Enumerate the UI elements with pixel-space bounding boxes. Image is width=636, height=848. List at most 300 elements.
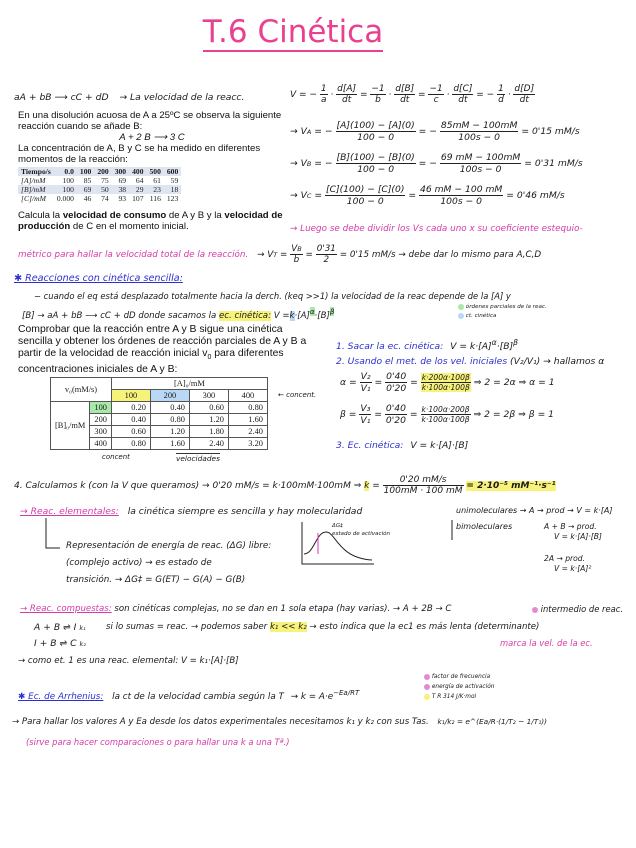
- b-label-cell: [B]₀/mM: [51, 402, 90, 450]
- velocity-table: [50, 377, 268, 450]
- highlight-ec: ec. cinética:: [219, 310, 271, 321]
- den: 0'20: [386, 383, 407, 394]
- num: 85mM − 100mM: [440, 120, 518, 131]
- rate-reaction: [14, 92, 244, 103]
- uni-text: unimoleculares → A → prod → V = k·[A]: [456, 506, 613, 515]
- table-cell: [B]/mM: [18, 185, 54, 194]
- num: d[D]: [514, 84, 535, 94]
- elementales-heading: → Reac. elementales:: [20, 506, 119, 517]
- k-highlight: k: [364, 481, 370, 491]
- num: 46 mM − 100 mM: [419, 184, 503, 195]
- table-cell: 107: [132, 194, 144, 203]
- lhs: → V: [290, 158, 307, 169]
- legend-row: [424, 672, 494, 682]
- energy-line1: Representación de energía de reac. (ΔG) libre:: [66, 541, 272, 551]
- den: V₁: [360, 415, 371, 426]
- table-cell: [C]/mM: [21, 194, 46, 203]
- row-header-cell: 200: [90, 414, 112, 426]
- bi2: 2A → prod.: [544, 554, 586, 563]
- b-term: ·[B]: [314, 310, 330, 321]
- frac: [421, 373, 471, 392]
- table-cell: 0.60: [111, 426, 150, 438]
- p2-line4: concentraciones iniciales de A y B:: [18, 364, 178, 376]
- beta-result: ⇒ 2 = 2β ⇒ β = 1: [473, 409, 555, 420]
- p2-line3b: para diferentes: [214, 348, 284, 359]
- alpha-result: ⇒ 2 = 2α ⇒ α = 1: [473, 377, 555, 388]
- den: d: [498, 95, 504, 105]
- table-cell: 18: [164, 185, 181, 194]
- frac: [383, 475, 464, 496]
- header-cell: 500: [146, 167, 163, 176]
- plot-label2: estado de activación: [332, 531, 391, 537]
- num: 0'31: [316, 244, 336, 254]
- step3: [336, 440, 468, 451]
- p2-line3-text: partir de la velocidad de reacción inicial v: [18, 348, 208, 359]
- table-row: [18, 194, 181, 203]
- header-cell: 300: [112, 167, 129, 176]
- frac: [440, 120, 519, 143]
- table-cell: 0.40: [150, 402, 189, 414]
- den: 100s − 0: [459, 164, 502, 175]
- step1-text: A + B ⇌ I: [34, 622, 77, 633]
- p2-line3: [18, 348, 318, 364]
- step2-row: [34, 636, 86, 652]
- plot-label1: ΔG‡: [332, 523, 343, 529]
- col-header-cell: 100: [111, 390, 150, 402]
- num: 0'20 mM/s: [383, 475, 464, 486]
- result: = 0'15 mM/s: [521, 126, 580, 137]
- section2-heading: [14, 273, 183, 284]
- den: a: [320, 95, 327, 105]
- line-text: − cuando el eq está desplazado totalmente hacia la derch. (keq >>1) la velocidad de la reac depende de la [A] y: [34, 291, 511, 301]
- p2-line2: sencilla y obtener los órdenes de reacción parciales de A y B a: [18, 336, 307, 347]
- table-cell: 61: [153, 176, 161, 185]
- legend-row: [458, 312, 547, 321]
- vel-text: velocidades: [176, 454, 220, 463]
- den: V₁: [360, 383, 371, 394]
- col-header-cell: 400: [228, 390, 267, 402]
- den: k·100α·100β: [421, 415, 470, 424]
- a-label-cell: [A]₀/mM: [111, 378, 267, 390]
- header-cell: 200: [94, 167, 111, 176]
- step3-title: 3. Ec. cinética:: [336, 440, 404, 451]
- step2: [336, 356, 604, 367]
- header-cell: Tiempo/s: [18, 167, 54, 176]
- sub: B: [306, 160, 312, 168]
- step4-text: 4. Calculamos k (con la V que queramos) → 0'20 mM/s = k·100mM·100mM ⇒: [14, 481, 362, 491]
- step1-title: 1. Sacar la ec. cinética:: [336, 341, 444, 353]
- frac: [385, 403, 407, 426]
- arrhenius-exp: −Ea/RT: [333, 689, 360, 697]
- num: [290, 244, 303, 255]
- compuestas-heading: → Reac. compuestas:: [20, 604, 112, 614]
- title-text: T.6 Cinética: [202, 14, 384, 50]
- problem1-table: [18, 167, 181, 203]
- den: dt: [458, 95, 468, 105]
- lhs: → V: [290, 190, 307, 201]
- row-header-cell: 300: [90, 426, 112, 438]
- frac: [385, 371, 407, 394]
- table-header: [18, 167, 181, 176]
- vel-label: [176, 453, 220, 463]
- num: d[B]: [395, 84, 415, 94]
- step2-k: k₂: [79, 640, 86, 648]
- q-bold: velocidad de consumo: [62, 210, 167, 221]
- row-header-cell: 100: [90, 402, 112, 414]
- conc-label-bottom: [102, 453, 130, 461]
- problem1-question: [18, 210, 290, 232]
- frac-dA: [336, 84, 357, 105]
- step3-eq: V = k·[A]·[B]: [410, 440, 469, 451]
- inter-text: intermedio de reac.: [540, 604, 624, 614]
- section2-line2: [22, 307, 334, 321]
- p1-line3: La concentración de A, B y C se ha medido en diferentes: [18, 143, 261, 154]
- num: k·200α·100β: [421, 373, 470, 382]
- table-cell: 64: [135, 176, 144, 185]
- note-stoich-2: [18, 244, 541, 265]
- result: = 0'46 mM/s: [506, 190, 565, 201]
- frac-1b: [370, 84, 385, 105]
- legend-text: energía de activación: [431, 684, 495, 690]
- v-equals: V = −: [290, 90, 317, 100]
- den: 100s − 0: [440, 196, 483, 207]
- den: 2: [323, 255, 330, 265]
- result: = 0'31 mM/s: [524, 158, 583, 169]
- frac: [325, 184, 405, 207]
- sub: B: [297, 245, 302, 253]
- frac: [421, 405, 471, 424]
- alpha-eq: α =: [340, 377, 357, 388]
- p1-line2: reacción cuando se añade B:: [18, 121, 143, 132]
- frac-1a: [320, 84, 328, 105]
- k1k2-highlight: k₁ << k₂: [269, 622, 307, 632]
- table-cell: 0.20: [111, 402, 150, 414]
- den: b: [293, 255, 300, 265]
- den: b: [375, 95, 381, 105]
- table-cell: 38: [112, 185, 129, 194]
- q-part: Calcula la: [18, 210, 61, 221]
- sub: C: [306, 192, 312, 200]
- concentration-table: [18, 167, 181, 203]
- num: 1: [320, 84, 327, 94]
- como: [18, 656, 239, 666]
- a-term: ·[A]: [294, 310, 310, 321]
- elementales-desc: la cinética siempre es sencilla y hay molecularidad: [127, 506, 363, 517]
- legend-text: factor de frecuencia: [431, 674, 491, 680]
- num: [C](100) − [C](0): [326, 184, 405, 195]
- beta-eq: β =: [340, 409, 357, 420]
- den: dt: [400, 95, 410, 105]
- table-cell: 69: [118, 176, 127, 185]
- table-cell: 74: [101, 194, 109, 203]
- problem2-text: [18, 324, 318, 376]
- sub: A: [306, 128, 312, 136]
- pink-dot-icon: [532, 607, 538, 613]
- compuestas-line: [20, 604, 451, 614]
- beta-calc: β = $\frac{\text{V₃}}{\text{V₁}}$ = $\frac{0'40}{0'20}$ = $\frac{k\cdot 100\alpha\cdot 200\beta}{k\cdot 100\alpha\cdot 100\beta}$ ⇒ 2 = 2β ⇒ β = 1: [340, 403, 555, 426]
- frac-1c: [428, 84, 443, 105]
- result: = 0'15 mM/s → debe dar lo mismo para A,C,D: [339, 250, 542, 260]
- section2-line1: [34, 291, 511, 301]
- header-cell: 600: [164, 167, 181, 176]
- table-cell: 1.80: [189, 426, 228, 438]
- rate-reaction-text: aA + bB ⟶ cC + dD: [14, 92, 109, 103]
- corner-cell: v₀(mM/s): [51, 378, 112, 402]
- table-cell: 1.20: [189, 414, 228, 426]
- arrhenius-desc: la ct de la velocidad cambia según la T: [112, 691, 284, 702]
- table-cell: 2.40: [189, 438, 228, 450]
- step2-find: → hallamos α: [543, 356, 605, 367]
- k-result: = 2·10⁻⁵ mM⁻¹·s⁻¹: [466, 481, 556, 491]
- vt-eq: → VT = $\frac{VB}{b}$ = $\frac{0'31}{2}$ = 0'15 mM/s → debe dar lo mismo para A,C,D: [257, 244, 542, 265]
- den: dt: [342, 95, 352, 105]
- table-cell: 93: [118, 194, 127, 203]
- sub: T: [273, 251, 278, 259]
- step1: [336, 338, 518, 352]
- frac-dC: [452, 84, 473, 105]
- eq: =: [359, 90, 368, 100]
- rate-label: → La velocidad de la reacc.: [119, 92, 245, 103]
- elementales-bi: [456, 522, 512, 531]
- lhs: → V: [257, 250, 274, 260]
- step1-eq-b: ·[B]: [496, 341, 514, 353]
- q-bold: velocidad: [224, 210, 269, 221]
- num: [B](100) − [B](0): [336, 152, 415, 163]
- legend-row: [458, 303, 547, 312]
- arrhenius-heading: ✱ Ec. de Arrhenius:: [18, 691, 104, 702]
- table-cell: 0.80: [228, 402, 267, 414]
- conc-text: concent: [102, 453, 130, 461]
- energy-line2: (complejo activo) → es estado de: [66, 558, 212, 568]
- mid2-text: → esto indica que la ec1 es más lenta (determinante): [309, 622, 540, 632]
- table-row: [51, 402, 268, 414]
- vc-equation: → VC = $\frac{[C](100) - [C](0)}{100 - 0}$ = $\frac{46 mM - 100 mM}{100s - 0}$ = 0'46 mM/s: [290, 184, 565, 207]
- table-cell: 46: [83, 194, 92, 203]
- frac-1d: [497, 84, 505, 105]
- compuestas-steps: [34, 620, 86, 652]
- col-header-cell: 300: [189, 390, 228, 402]
- arrhenius-line2: [12, 717, 547, 727]
- p1-line1: En una disolución acuosa de A a 25ºC se observa la siguiente: [18, 110, 282, 121]
- step1-eq: V = k·[A]: [450, 341, 492, 353]
- alpha-calc: α = $\frac{\text{V₂}}{\text{V₁}}$ = $\frac{0'40}{0'20}$ = $\frac{k\cdot 200\alpha\cdot 100\beta}{k\cdot 100\alpha\cdot 100\beta}$ ⇒ 2 = 2α ⇒ α = 1: [340, 371, 555, 394]
- table-row: [18, 176, 181, 185]
- legend-text: órdenes parciales de la reac.: [465, 304, 547, 310]
- num: [A](100) − [A](0): [336, 120, 415, 131]
- step1-k: k₁: [79, 624, 86, 632]
- mid-text: si lo sumas = reac. → podemos saber: [106, 622, 268, 632]
- note-line2: métrico para hallar la velocidad total de la reacción.: [18, 250, 249, 260]
- table-cell: 116: [149, 194, 161, 203]
- num: V₂: [360, 371, 371, 382]
- minus: −: [486, 90, 495, 100]
- num: 0'40: [385, 403, 406, 414]
- bi2v: V = k·[A]²: [554, 564, 592, 573]
- den: 100s − 0: [458, 132, 500, 143]
- frac: [316, 244, 337, 265]
- table-cell: 50: [94, 185, 111, 194]
- den: 0'20: [385, 415, 406, 426]
- eq: =: [476, 90, 484, 100]
- arrhenius-text2: (sirve para hacer comparaciones o para hallar una k a una Tª.): [26, 737, 290, 747]
- den: k·100α·100β: [421, 383, 470, 392]
- line-text: [B] → aA + bB ⟶ cC + dD donde sacamos la: [22, 310, 217, 321]
- arrhenius-note: [26, 737, 290, 747]
- va-equation: → VA = − $\frac{[A](100) - [A](0)}{100 - 0}$ = − $\frac{85mM - 100mM}{100s - 0}$ = 0'15 mM/s: [290, 120, 580, 143]
- compuestas-desc: son cinéticas complejas, no se dan en 1 sola etapa (hay varias). → A + 2B → C: [114, 604, 452, 614]
- table-cell: 123: [166, 194, 179, 203]
- problem2-table: [50, 377, 268, 450]
- p1-line4: momentos de la reacción:: [18, 154, 128, 165]
- table-cell: 75: [101, 176, 109, 185]
- v-eq: V =: [273, 310, 290, 321]
- k-highlight: k: [289, 310, 295, 321]
- arrhenius-eq: → k = A·e: [290, 691, 334, 702]
- den: dt: [519, 95, 529, 105]
- vb-equation: → VB = − $\frac{[B](100) - [B](0)}{100 - 0}$ = − $\frac{69 mM - 100mM}{100s - 0}$ = 0'31 mM/s: [290, 152, 583, 175]
- header-cell: 0.0: [54, 167, 77, 176]
- bracket-left: [46, 518, 60, 548]
- section2-legend: [458, 303, 547, 321]
- num: V₃: [360, 403, 371, 414]
- frac: [336, 152, 416, 175]
- step2-ratio: (V₂/V₁): [510, 356, 541, 367]
- step2-title: 2. Usando el met. de los vel. iniciales: [336, 356, 508, 367]
- num: 1: [498, 84, 504, 94]
- frac: [419, 184, 503, 207]
- frac: [360, 371, 372, 394]
- marca-text: marca la vel. de la ec.: [500, 638, 593, 648]
- rate-formula: V = − $\frac{1}{a}$ · $\frac{d[A]}{dt}$ = $\frac{-1}{b}$ · $\frac{d[B]}{dt}$ = $\frac{-1}{c}$ · $\frac{d[C]}{dt}$ = − $\frac{1}{d}$ · $\frac{d[D]}{dt}$: [290, 84, 535, 105]
- frac: [336, 120, 416, 143]
- table-cell: 1.20: [150, 426, 189, 438]
- v: V: [291, 244, 298, 254]
- table-cell: 3.20: [228, 438, 267, 450]
- pink-dot-icon: [424, 684, 430, 690]
- conc-label: [278, 391, 316, 399]
- table-cell: 0.80: [150, 414, 189, 426]
- num: 0'40: [386, 371, 407, 382]
- frac: [290, 244, 303, 265]
- table-cell: 23: [146, 185, 163, 194]
- step2-text: I + B ⇌ C: [34, 638, 77, 649]
- beta: β: [329, 307, 335, 316]
- note-line1: → Luego se debe dividir los Vs cada uno x su coeficiente estequio-: [290, 224, 583, 234]
- table-cell: 59: [170, 176, 179, 185]
- table-cell: 1.60: [150, 438, 189, 450]
- table-cell: 2.40: [228, 426, 267, 438]
- q-part: de C en el momento inicial.: [72, 221, 189, 232]
- arrhenius-text1: → Para hallar los valores A y Ea desde los datos experimentales necesitamos k₁ y k₂ con sus Tas.: [12, 717, 429, 727]
- conc-text: ← concent.: [278, 391, 317, 399]
- q-bold: de producción: [18, 210, 283, 232]
- p1-reaction: A + 2 B ⟶ 3 C: [119, 132, 185, 143]
- frac: [440, 152, 521, 175]
- beta: β: [513, 338, 518, 347]
- table-row: [18, 185, 181, 194]
- bi1v: V = k·[A]·[B]: [554, 532, 602, 541]
- page-title: [178, 14, 408, 50]
- frac: [359, 403, 371, 426]
- elementales-bi-detail: [544, 522, 602, 574]
- legend-row: [424, 692, 494, 702]
- table-cell: 0.000: [56, 194, 74, 203]
- col-header-cell: 200: [150, 390, 189, 402]
- num: 69 mM − 100mM: [440, 152, 521, 163]
- p2-line1: Comprobar que la reacción entre A y B sigue una cinética: [18, 324, 283, 335]
- header-cell: 400: [129, 167, 146, 176]
- step1-row: [34, 620, 86, 636]
- num: d[C]: [453, 84, 473, 94]
- table-cell: 69: [77, 185, 94, 194]
- table-cell: 100: [54, 185, 77, 194]
- eq: =: [418, 90, 426, 100]
- bi-text: bimoleculares: [456, 522, 513, 531]
- como-text: → como et. 1 es una reac. elemental: V = k₁·[A]·[B]: [18, 656, 239, 666]
- q-part: de A y B y la: [168, 210, 222, 221]
- marca: [500, 638, 593, 648]
- compuestas-mid: [106, 622, 539, 632]
- alpha: α: [309, 307, 315, 316]
- frac-dD: [513, 84, 535, 105]
- table-cell: 0.80: [111, 438, 150, 450]
- row-header-cell: 400: [90, 438, 112, 450]
- den: 100 − 0: [357, 164, 395, 175]
- table-cell: 0.60: [189, 402, 228, 414]
- header-cell: 100: [77, 167, 94, 176]
- table-cell: 1.60: [228, 414, 267, 426]
- den: 100 − 0: [346, 196, 384, 207]
- eq: =: [372, 481, 380, 491]
- num: d[A]: [337, 84, 357, 94]
- legend-text: T R 314 J/K·mol: [431, 694, 477, 700]
- energy-plot-labels: [332, 522, 390, 538]
- den: c: [433, 95, 439, 105]
- arrhenius-ratio: k₁/k₂ = e^(Ea/R·(1/T₂ − 1/T₁)): [437, 717, 548, 726]
- energy-line3: transición. → ΔG‡ = G(ET) − G(A) − G(B): [66, 575, 246, 585]
- num: −1: [429, 84, 443, 94]
- arrhenius-line: [18, 689, 359, 702]
- table-header: [51, 378, 268, 390]
- note-stoich: [290, 224, 583, 234]
- legend-text: ct. cinética: [465, 313, 497, 319]
- table-cell: 100: [62, 176, 74, 185]
- problem1-text: [18, 110, 286, 165]
- p2-sub: 0: [207, 354, 212, 362]
- num: −1: [371, 84, 385, 94]
- heading-text: ✱ Reacciones con cinética sencilla:: [14, 273, 183, 284]
- blue-dot-icon: [458, 313, 464, 319]
- intermedio: [532, 604, 623, 614]
- frac-dB: [394, 84, 415, 105]
- lhs: → V: [290, 126, 307, 137]
- table-cell: 29: [129, 185, 146, 194]
- bi1: A + B → prod.: [544, 522, 597, 531]
- energy-text: [66, 538, 271, 589]
- den: 100mM · 100 mM: [383, 486, 463, 496]
- green-dot-icon: [458, 304, 464, 310]
- den: 100 − 0: [357, 132, 395, 143]
- table-cell: 85: [83, 176, 92, 185]
- alpha: α: [491, 338, 497, 347]
- elementales-uni: [456, 506, 613, 515]
- pink-dot-icon: [424, 674, 430, 680]
- table-cell: 0.40: [111, 414, 150, 426]
- legend-row: [424, 682, 494, 692]
- num: k·100α·200β: [421, 405, 470, 414]
- step4: [14, 475, 556, 496]
- arrhenius-legend: [424, 672, 494, 702]
